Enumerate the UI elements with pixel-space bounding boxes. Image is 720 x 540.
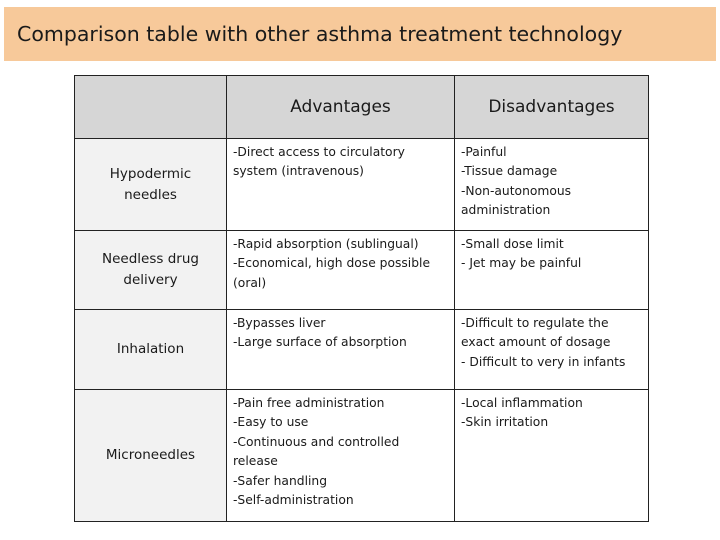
header-empty-cell (75, 76, 227, 139)
advantages-cell (227, 231, 455, 310)
header-advantages-label: Advantages (290, 97, 391, 117)
header-advantages (227, 76, 455, 139)
advantage-item: system (intravenous) (233, 164, 364, 179)
row-label-microneedles: Microneedles (75, 390, 227, 522)
advantage-item: -Economical, high dose possible (233, 256, 431, 271)
advantage-item: -Bypasses liver (233, 316, 326, 330)
advantage-item: -Easy to use (233, 415, 309, 430)
table-row (75, 139, 649, 231)
disadvantages-cell (455, 139, 649, 231)
table-header-row (75, 76, 649, 139)
disadvantage-item: exact amount of dosage (461, 335, 611, 350)
header-disadvantages-label: Disadvantages (488, 97, 615, 117)
advantage-item: -Large surface of absorption (233, 335, 407, 350)
advantage-item: -Self-administration (233, 493, 354, 508)
disadvantage-item: administration (461, 203, 551, 218)
disadvantage-item: -Difficult to regulate the (461, 316, 609, 330)
advantage-item: release (233, 454, 278, 469)
disadvantage-item: -Local inflammation (461, 396, 583, 410)
table-row (75, 231, 649, 310)
table-row (75, 390, 649, 522)
disadvantages-cell (455, 310, 649, 390)
advantage-item: -Continuous and controlled (233, 434, 400, 449)
row-label-hypodermic: Hypodermic needles (75, 139, 227, 231)
disadvantage-item: - Jet may be painful (461, 256, 582, 271)
page-title: Comparison table with other asthma treatment technology (17, 22, 623, 46)
disadvantage-item: - Difficult to very in infants (461, 354, 626, 369)
disadvantage-item: -Non-autonomous (461, 183, 572, 198)
title-banner (4, 7, 716, 61)
disadvantages-cell (455, 231, 649, 310)
disadvantage-item: -Skin irritation (461, 415, 549, 430)
advantage-item: -Rapid absorption (sublingual) (233, 237, 419, 251)
advantage-item: (oral) (233, 275, 267, 290)
header-disadvantages (455, 76, 649, 139)
disadvantage-item: -Painful (461, 145, 507, 159)
comparison-table (74, 75, 649, 522)
disadvantage-item: -Small dose limit (461, 237, 564, 251)
disadvantage-item: -Tissue damage (461, 164, 558, 179)
advantage-item: -Safer handling (233, 473, 327, 488)
row-label-needless: Needless drug delivery (75, 231, 227, 310)
advantages-cell (227, 310, 455, 390)
advantages-cell (227, 139, 455, 231)
advantages-cell (227, 390, 455, 522)
advantage-item: -Pain free administration (233, 396, 385, 410)
table-row (75, 310, 649, 390)
row-label-inhalation: Inhalation (75, 310, 227, 390)
disadvantages-cell (455, 390, 649, 522)
advantage-item: -Direct access to circulatory (233, 145, 405, 159)
